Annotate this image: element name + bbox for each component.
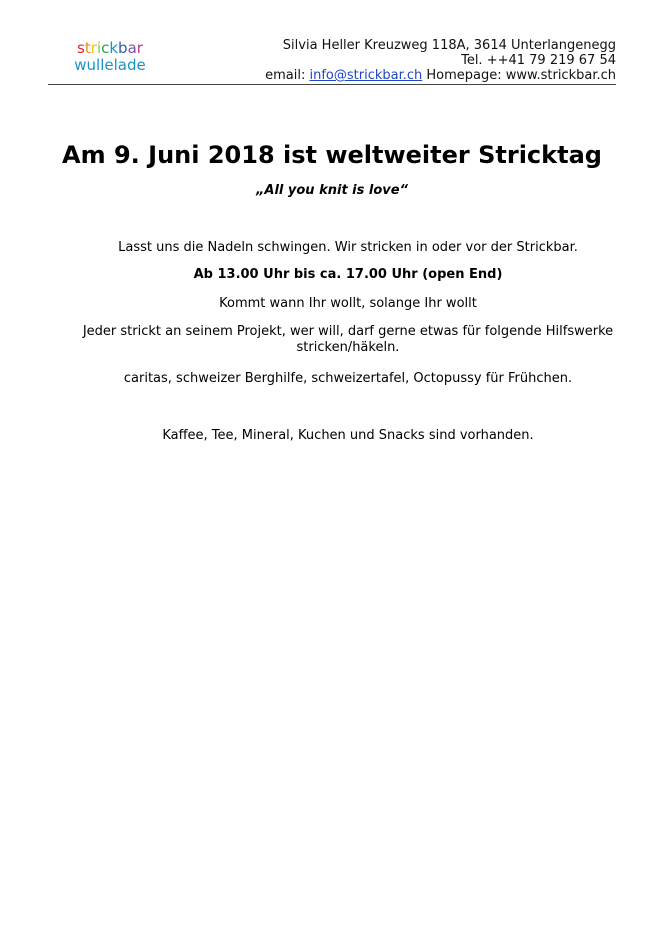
paragraph-charities: caritas, schweizer Berghilfe, schweizertafel, Octopussy für Frühchen.	[123, 371, 573, 386]
logo-wordmark-wullelade: wullelade	[74, 56, 146, 74]
paragraph-project: Jeder strickt an seinem Projekt, wer will, darf gerne etwas für folgende Hilfswerke stricken/häkeln.	[82, 324, 614, 355]
contact-address: Silvia Heller Kreuzweg 118A, 3614 Unterlangenegg	[282, 38, 616, 53]
page-subtitle: „All you knit is love“	[256, 183, 408, 198]
page-title: Am 9. Juni 2018 ist weltweiter Stricktag	[62, 141, 602, 169]
logo-letter: c	[101, 39, 110, 57]
paragraph-refreshments: Kaffee, Tee, Mineral, Kuchen und Snacks sind vorhanden.	[162, 428, 534, 443]
email-label: email:	[265, 68, 310, 83]
logo-letter: s	[77, 39, 85, 57]
paragraph-intro: Lasst uns die Nadeln schwingen. Wir stricken in oder vor der Strickbar.	[118, 240, 578, 255]
logo-letter: a	[127, 39, 137, 57]
logo-letter: k	[109, 39, 119, 57]
logo-letter: r	[136, 39, 143, 57]
contact-phone: Tel. ++41 79 219 67 54	[461, 53, 616, 68]
logo-letter: i	[96, 39, 102, 57]
header-divider	[48, 84, 616, 85]
logo-wordmark-strickbar	[74, 40, 146, 57]
email-link[interactable]: info@strickbar.ch	[309, 68, 423, 83]
logo-letter: r	[90, 39, 97, 57]
paragraph-come-anytime: Kommt wann Ihr wollt, solange Ihr wollt	[219, 296, 477, 311]
strickbar-logo	[74, 40, 146, 74]
contact-block	[265, 38, 616, 83]
homepage-text: Homepage: www.strickbar.ch	[422, 68, 616, 83]
logo-letter: b	[118, 39, 128, 57]
paragraph-time: Ab 13.00 Uhr bis ca. 17.00 Uhr (open End)	[193, 267, 503, 282]
contact-email-homepage	[265, 68, 616, 83]
logo-letter: t	[84, 39, 91, 57]
